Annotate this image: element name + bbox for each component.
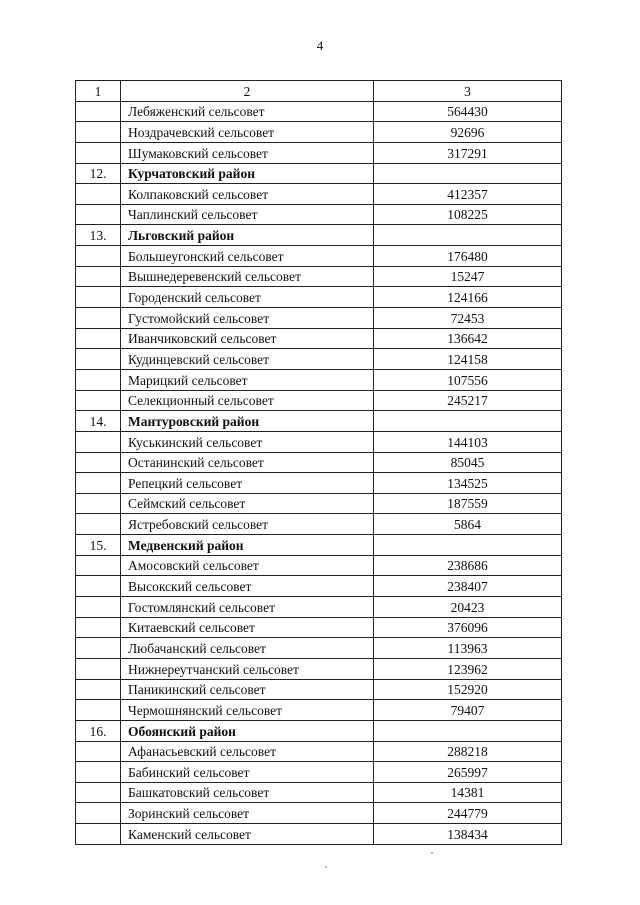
amount-value: 113963	[374, 638, 562, 659]
row-number	[76, 638, 121, 659]
scan-speck	[431, 852, 433, 854]
settlement-name: Паникинский сельсовет	[121, 679, 374, 700]
settlement-name: Зоринский сельсовет	[121, 803, 374, 824]
table-row	[76, 184, 562, 205]
amount-value: 564430	[374, 101, 562, 122]
row-number	[76, 328, 121, 349]
settlement-name: Ястребовский сельсовет	[121, 514, 374, 535]
row-number	[76, 369, 121, 390]
row-number: 13.	[76, 225, 121, 246]
table-row	[76, 122, 562, 143]
amount-value: 265997	[374, 762, 562, 783]
settlement-name: Каменский сельсовет	[121, 824, 374, 845]
table-header-row	[76, 81, 562, 102]
row-number	[76, 184, 121, 205]
district-name: Мантуровский район	[121, 411, 374, 432]
amount-value	[374, 411, 562, 432]
amount-value: 92696	[374, 122, 562, 143]
row-number	[76, 246, 121, 267]
table-row	[76, 782, 562, 803]
row-number	[76, 555, 121, 576]
table-row	[76, 328, 562, 349]
settlement-name: Афанасьевский сельсовет	[121, 741, 374, 762]
row-number	[76, 597, 121, 618]
row-number	[76, 122, 121, 143]
settlement-name: Любачанский сельсовет	[121, 638, 374, 659]
column-header-3: 3	[374, 81, 562, 102]
amount-value: 124158	[374, 349, 562, 370]
amount-value: 244779	[374, 803, 562, 824]
table-row	[76, 349, 562, 370]
district-name: Обоянский район	[121, 720, 374, 741]
row-number	[76, 514, 121, 535]
settlement-name: Колпаковский сельсовет	[121, 184, 374, 205]
amount-value: 79407	[374, 700, 562, 721]
settlement-name: Башкатовский сельсовет	[121, 782, 374, 803]
allocation-table	[75, 80, 562, 845]
table-row	[76, 762, 562, 783]
page-number: 4	[316, 38, 324, 53]
settlement-name: Большеугонский сельсовет	[121, 246, 374, 267]
table-body	[76, 81, 562, 845]
settlement-name: Чермошнянский сельсовет	[121, 700, 374, 721]
settlement-name: Высокский сельсовет	[121, 576, 374, 597]
settlement-name: Амосовский сельсовет	[121, 555, 374, 576]
settlement-name: Ноздрачевский сельсовет	[121, 122, 374, 143]
row-number	[76, 762, 121, 783]
table-row	[76, 246, 562, 267]
amount-value: 138434	[374, 824, 562, 845]
settlement-name: Нижнереутчанский сельсовет	[121, 658, 374, 679]
table-row	[76, 452, 562, 473]
row-number	[76, 824, 121, 845]
settlement-name: Репецкий сельсовет	[121, 473, 374, 494]
amount-value: 187559	[374, 493, 562, 514]
settlement-name: Кудинцевский сельсовет	[121, 349, 374, 370]
table-row	[76, 431, 562, 452]
row-number: 15.	[76, 535, 121, 556]
amount-value: 14381	[374, 782, 562, 803]
row-number	[76, 700, 121, 721]
amount-value: 245217	[374, 390, 562, 411]
row-number	[76, 204, 121, 225]
settlement-name: Останинский сельсовет	[121, 452, 374, 473]
table-row	[76, 803, 562, 824]
amount-value: 136642	[374, 328, 562, 349]
settlement-name: Куськинский сельсовет	[121, 431, 374, 452]
row-number	[76, 431, 121, 452]
table-row	[76, 658, 562, 679]
table-row	[76, 308, 562, 329]
table-row	[76, 142, 562, 163]
district-row	[76, 411, 562, 432]
settlement-name: Густомойский сельсовет	[121, 308, 374, 329]
settlement-name: Шумаковский сельсовет	[121, 142, 374, 163]
amount-value: 288218	[374, 741, 562, 762]
settlement-name: Гостомлянский сельсовет	[121, 597, 374, 618]
amount-value: 238407	[374, 576, 562, 597]
settlement-name: Китаевский сельсовет	[121, 617, 374, 638]
amount-value: 376096	[374, 617, 562, 638]
amount-value: 238686	[374, 555, 562, 576]
table-row	[76, 369, 562, 390]
table-row	[76, 679, 562, 700]
district-name: Льговский район	[121, 225, 374, 246]
table-row	[76, 390, 562, 411]
district-row	[76, 225, 562, 246]
amount-value: 134525	[374, 473, 562, 494]
amount-value	[374, 720, 562, 741]
amount-value: 152920	[374, 679, 562, 700]
row-number	[76, 741, 121, 762]
row-number	[76, 142, 121, 163]
settlement-name: Марицкий сельсовет	[121, 369, 374, 390]
table-row	[76, 597, 562, 618]
amount-value: 107556	[374, 369, 562, 390]
row-number	[76, 287, 121, 308]
amount-value	[374, 163, 562, 184]
row-number	[76, 101, 121, 122]
row-number	[76, 493, 121, 514]
row-number	[76, 308, 121, 329]
amount-value	[374, 535, 562, 556]
row-number: 12.	[76, 163, 121, 184]
district-name: Курчатовский район	[121, 163, 374, 184]
amount-value	[374, 225, 562, 246]
table-row	[76, 576, 562, 597]
table-row	[76, 638, 562, 659]
table-row	[76, 493, 562, 514]
amount-value: 123962	[374, 658, 562, 679]
district-row	[76, 720, 562, 741]
amount-value: 5864	[374, 514, 562, 535]
district-row	[76, 163, 562, 184]
table-row	[76, 617, 562, 638]
settlement-name: Бабинский сельсовет	[121, 762, 374, 783]
table-row	[76, 741, 562, 762]
row-number	[76, 266, 121, 287]
table-row	[76, 101, 562, 122]
settlement-name: Селекционный сельсовет	[121, 390, 374, 411]
row-number	[76, 452, 121, 473]
row-number	[76, 390, 121, 411]
amount-value: 72453	[374, 308, 562, 329]
row-number	[76, 803, 121, 824]
row-number	[76, 679, 121, 700]
district-name: Медвенский район	[121, 535, 374, 556]
settlement-name: Вышнедеревенский сельсовет	[121, 266, 374, 287]
row-number	[76, 473, 121, 494]
district-row	[76, 535, 562, 556]
amount-value: 317291	[374, 142, 562, 163]
amount-value: 124166	[374, 287, 562, 308]
amount-value: 15247	[374, 266, 562, 287]
settlement-name: Сеймский сельсовет	[121, 493, 374, 514]
table-row	[76, 473, 562, 494]
settlement-name: Чаплинский сельсовет	[121, 204, 374, 225]
row-number: 14.	[76, 411, 121, 432]
settlement-name: Иванчиковский сельсовет	[121, 328, 374, 349]
settlement-name: Лебяженский сельсовет	[121, 101, 374, 122]
column-header-2: 2	[121, 81, 374, 102]
amount-value: 412357	[374, 184, 562, 205]
amount-value: 144103	[374, 431, 562, 452]
row-number: 16.	[76, 720, 121, 741]
table-row	[76, 266, 562, 287]
amount-value: 20423	[374, 597, 562, 618]
amount-value: 85045	[374, 452, 562, 473]
row-number	[76, 782, 121, 803]
table-row	[76, 287, 562, 308]
table-row	[76, 514, 562, 535]
table-row	[76, 824, 562, 845]
row-number	[76, 658, 121, 679]
row-number	[76, 349, 121, 370]
table-row	[76, 700, 562, 721]
row-number	[76, 576, 121, 597]
settlement-name: Городенский сельсовет	[121, 287, 374, 308]
amount-value: 108225	[374, 204, 562, 225]
row-number	[76, 617, 121, 638]
column-header-1: 1	[76, 81, 121, 102]
table-row	[76, 555, 562, 576]
table-row	[76, 204, 562, 225]
scan-speck	[325, 866, 327, 868]
amount-value: 176480	[374, 246, 562, 267]
